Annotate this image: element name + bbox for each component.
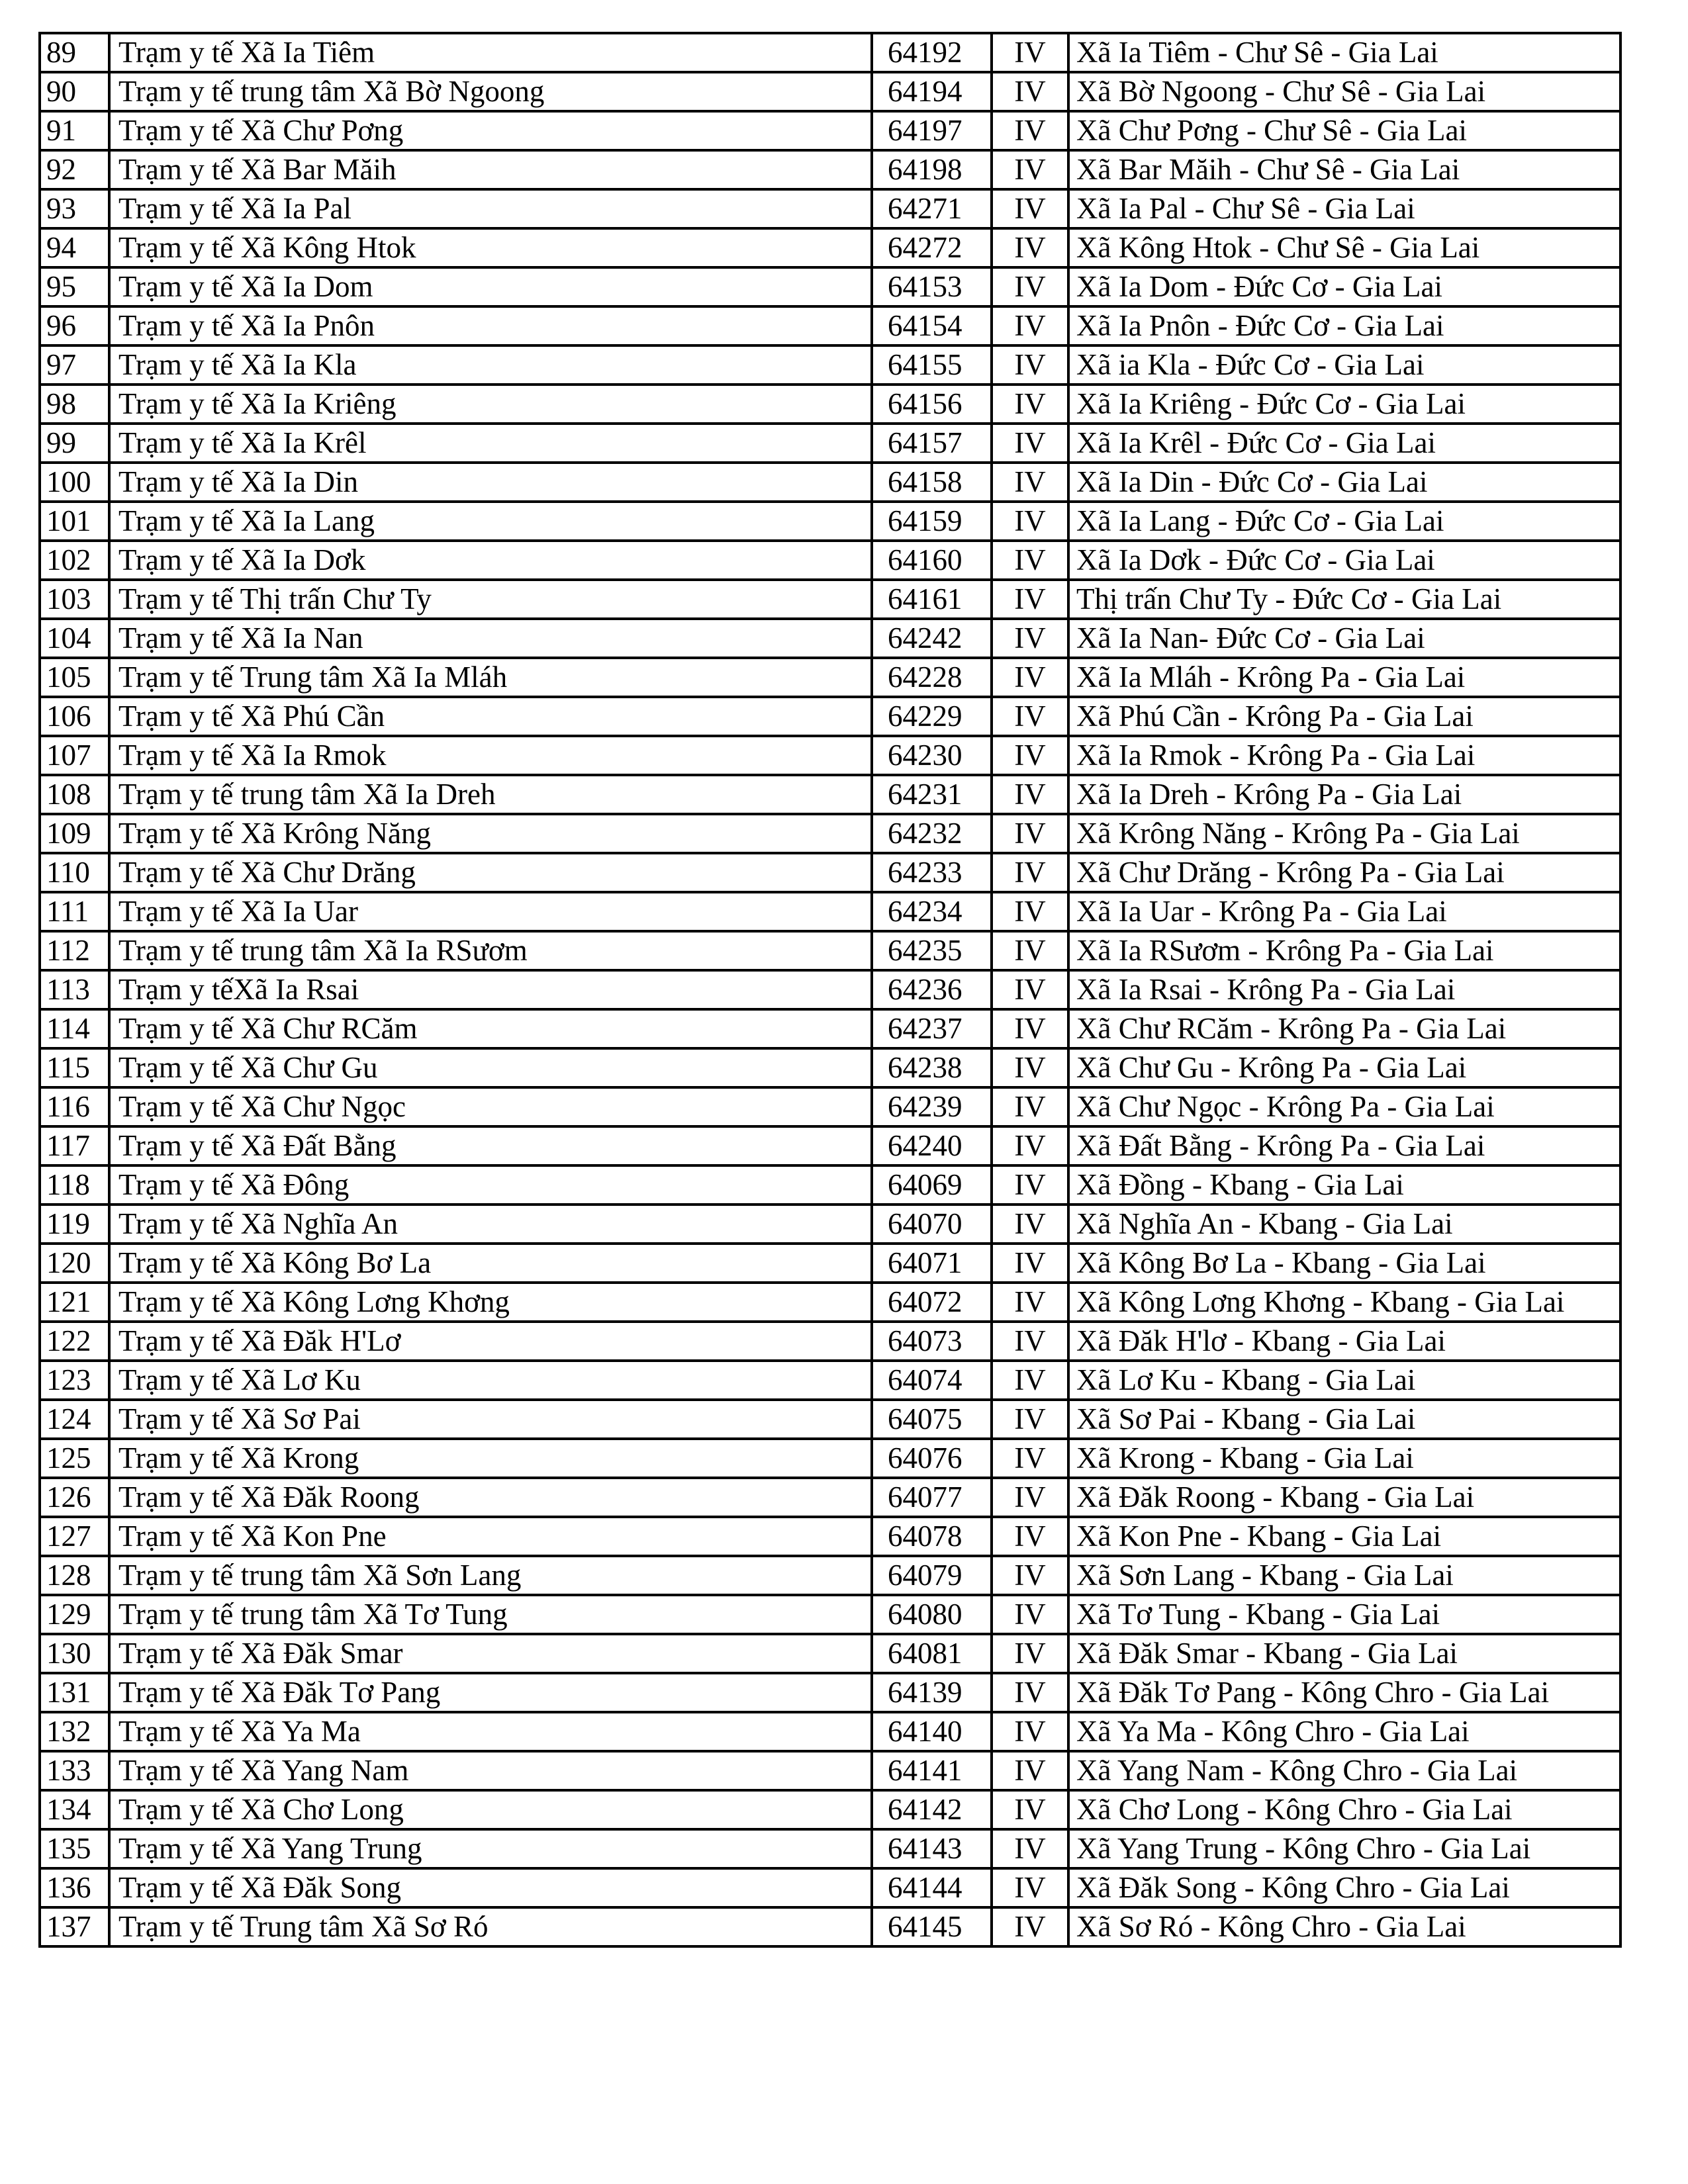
station-level-cell: IV (992, 345, 1068, 385)
station-name-cell: Trạm y tế Xã Kon Pne (109, 1517, 872, 1556)
row-number-cell: 125 (40, 1439, 109, 1478)
station-code-cell: 64236 (872, 970, 992, 1009)
station-level-cell: IV (992, 1283, 1068, 1322)
table-row (40, 1400, 1620, 1439)
station-address-cell: Xã Chơ Long - Kông Chro - Gia Lai (1068, 1790, 1620, 1829)
station-name-cell: Trạm y tế trung tâm Xã Bờ Ngoong (109, 72, 872, 111)
row-number-cell: 99 (40, 424, 109, 463)
station-code-cell: 64076 (872, 1439, 992, 1478)
table-row (40, 1478, 1620, 1517)
table-row (40, 1751, 1620, 1790)
station-address-cell: Xã Kon Pne - Kbang - Gia Lai (1068, 1517, 1620, 1556)
station-level-cell: IV (992, 1673, 1068, 1712)
station-name-cell: Trạm y tế Xã Chư Pơng (109, 111, 872, 150)
table-row (40, 1868, 1620, 1907)
station-code-cell: 64234 (872, 892, 992, 931)
row-number-cell: 123 (40, 1361, 109, 1400)
table-row (40, 931, 1620, 970)
station-name-cell: Trạm y tế Xã Ia Lang (109, 502, 872, 541)
table-row (40, 1205, 1620, 1244)
station-code-cell: 64078 (872, 1517, 992, 1556)
station-address-cell: Xã Đăk Roong - Kbang - Gia Lai (1068, 1478, 1620, 1517)
row-number-cell: 137 (40, 1907, 109, 1946)
row-number-cell: 118 (40, 1165, 109, 1205)
station-name-cell: Trạm y tế Xã Đăk H'Lơ (109, 1322, 872, 1361)
station-address-cell: Xã Kông Htok - Chư Sê - Gia Lai (1068, 228, 1620, 267)
station-name-cell: Trạm y tế Xã Đăk Song (109, 1868, 872, 1907)
station-name-cell: Trạm y tế Xã Bar Măih (109, 150, 872, 189)
station-code-cell: 64080 (872, 1595, 992, 1634)
row-number-cell: 101 (40, 502, 109, 541)
station-name-cell: Trạm y tế Xã Kông Lơng Khơng (109, 1283, 872, 1322)
station-address-cell: Xã Ia Nan- Đức Cơ - Gia Lai (1068, 619, 1620, 658)
station-level-cell: IV (992, 775, 1068, 814)
station-code-cell: 64140 (872, 1712, 992, 1751)
table-row (40, 189, 1620, 228)
station-level-cell: IV (992, 1751, 1068, 1790)
station-level-cell: IV (992, 541, 1068, 580)
row-number-cell: 104 (40, 619, 109, 658)
station-code-cell: 64272 (872, 228, 992, 267)
row-number-cell: 133 (40, 1751, 109, 1790)
row-number-cell: 129 (40, 1595, 109, 1634)
station-address-cell: Xã Krông Năng - Krông Pa - Gia Lai (1068, 814, 1620, 853)
station-address-cell: Xã Đồng - Kbang - Gia Lai (1068, 1165, 1620, 1205)
station-address-cell: Xã Krong - Kbang - Gia Lai (1068, 1439, 1620, 1478)
station-address-cell: Xã Sơn Lang - Kbang - Gia Lai (1068, 1556, 1620, 1595)
station-name-cell: Trạm y tế Xã Lơ Ku (109, 1361, 872, 1400)
station-address-cell: Xã Ia RSươm - Krông Pa - Gia Lai (1068, 931, 1620, 970)
station-code-cell: 64141 (872, 1751, 992, 1790)
station-name-cell: Trạm y tế trung tâm Xã Ia Dreh (109, 775, 872, 814)
station-level-cell: IV (992, 1712, 1068, 1751)
station-address-cell: Xã Ia Krêl - Đức Cơ - Gia Lai (1068, 424, 1620, 463)
row-number-cell: 103 (40, 580, 109, 619)
station-code-cell: 64144 (872, 1868, 992, 1907)
station-name-cell: Trạm y tế trung tâm Xã Sơn Lang (109, 1556, 872, 1595)
station-name-cell: Trạm y tế Xã Ia Rmok (109, 736, 872, 775)
station-address-cell: Xã Ia Tiêm - Chư Sê - Gia Lai (1068, 33, 1620, 72)
row-number-cell: 112 (40, 931, 109, 970)
station-address-cell: Xã Đăk Tơ Pang - Kông Chro - Gia Lai (1068, 1673, 1620, 1712)
table-row (40, 1712, 1620, 1751)
table-row (40, 1829, 1620, 1868)
station-code-cell: 64271 (872, 189, 992, 228)
station-code-cell: 64079 (872, 1556, 992, 1595)
station-name-cell: Trạm y tế Xã Kông Bơ La (109, 1244, 872, 1283)
station-level-cell: IV (992, 1517, 1068, 1556)
station-level-cell: IV (992, 1361, 1068, 1400)
row-number-cell: 134 (40, 1790, 109, 1829)
station-code-cell: 64232 (872, 814, 992, 853)
station-address-cell: Xã Chư Drăng - Krông Pa - Gia Lai (1068, 853, 1620, 892)
station-level-cell: IV (992, 189, 1068, 228)
station-address-cell: Xã Phú Cần - Krông Pa - Gia Lai (1068, 697, 1620, 736)
table-row (40, 306, 1620, 345)
station-level-cell: IV (992, 1634, 1068, 1673)
table-row (40, 580, 1620, 619)
station-address-cell: Xã Ya Ma - Kông Chro - Gia Lai (1068, 1712, 1620, 1751)
station-address-cell: Xã Đất Bằng - Krông Pa - Gia Lai (1068, 1126, 1620, 1165)
station-address-cell: Xã Ia Uar - Krông Pa - Gia Lai (1068, 892, 1620, 931)
station-address-cell: Xã Yang Trung - Kông Chro - Gia Lai (1068, 1829, 1620, 1868)
station-name-cell: Trạm y tế Xã Đăk Roong (109, 1478, 872, 1517)
table-row (40, 541, 1620, 580)
station-name-cell: Trạm y tế Xã Ya Ma (109, 1712, 872, 1751)
station-name-cell: Trạm y tế Xã Chư RCăm (109, 1009, 872, 1048)
station-code-cell: 64071 (872, 1244, 992, 1283)
table-row (40, 1595, 1620, 1634)
station-level-cell: IV (992, 619, 1068, 658)
station-name-cell: Trạm y tế Xã Đăk Tơ Pang (109, 1673, 872, 1712)
table-row (40, 424, 1620, 463)
station-code-cell: 64231 (872, 775, 992, 814)
station-name-cell: Trạm y tế Xã Sơ Pai (109, 1400, 872, 1439)
station-code-cell: 64154 (872, 306, 992, 345)
station-code-cell: 64197 (872, 111, 992, 150)
station-name-cell: Trạm y tế Xã Yang Trung (109, 1829, 872, 1868)
station-level-cell: IV (992, 1790, 1068, 1829)
station-code-cell: 64229 (872, 697, 992, 736)
station-level-cell: IV (992, 502, 1068, 541)
station-name-cell: Trạm y tế Xã Đất Bằng (109, 1126, 872, 1165)
station-level-cell: IV (992, 150, 1068, 189)
row-number-cell: 130 (40, 1634, 109, 1673)
table-row (40, 1907, 1620, 1946)
station-code-cell: 64238 (872, 1048, 992, 1087)
row-number-cell: 97 (40, 345, 109, 385)
station-name-cell: Trạm y tế Xã Ia Pnôn (109, 306, 872, 345)
table-body (40, 33, 1620, 1946)
table-row (40, 72, 1620, 111)
station-name-cell: Trạm y tế Xã Nghĩa An (109, 1205, 872, 1244)
table-row (40, 970, 1620, 1009)
row-number-cell: 119 (40, 1205, 109, 1244)
table-row (40, 1517, 1620, 1556)
station-name-cell: Trạm y tế Xã Chư Gu (109, 1048, 872, 1087)
station-level-cell: IV (992, 1478, 1068, 1517)
station-code-cell: 64077 (872, 1478, 992, 1517)
station-address-cell: Xã ia Kla - Đức Cơ - Gia Lai (1068, 345, 1620, 385)
row-number-cell: 114 (40, 1009, 109, 1048)
station-level-cell: IV (992, 72, 1068, 111)
station-level-cell: IV (992, 697, 1068, 736)
station-level-cell: IV (992, 970, 1068, 1009)
station-code-cell: 64155 (872, 345, 992, 385)
row-number-cell: 124 (40, 1400, 109, 1439)
station-name-cell: Trạm y tế Xã Ia Nan (109, 619, 872, 658)
station-name-cell: Trạm y tế Xã Ia Kriêng (109, 385, 872, 424)
station-address-cell: Xã Ia Rmok - Krông Pa - Gia Lai (1068, 736, 1620, 775)
station-code-cell: 64081 (872, 1634, 992, 1673)
station-name-cell: Trạm y tế Xã Phú Cần (109, 697, 872, 736)
table-row (40, 111, 1620, 150)
station-code-cell: 64192 (872, 33, 992, 72)
station-name-cell: Trạm y tế Xã Yang Nam (109, 1751, 872, 1790)
row-number-cell: 117 (40, 1126, 109, 1165)
table-row (40, 1244, 1620, 1283)
table-row (40, 1790, 1620, 1829)
station-code-cell: 64069 (872, 1165, 992, 1205)
table-row (40, 228, 1620, 267)
table-row (40, 775, 1620, 814)
row-number-cell: 93 (40, 189, 109, 228)
station-level-cell: IV (992, 580, 1068, 619)
station-name-cell: Trạm y tếXã Ia Rsai (109, 970, 872, 1009)
station-level-cell: IV (992, 1400, 1068, 1439)
table-row (40, 1439, 1620, 1478)
row-number-cell: 132 (40, 1712, 109, 1751)
station-code-cell: 64143 (872, 1829, 992, 1868)
station-address-cell: Xã Sơ Ró - Kông Chro - Gia Lai (1068, 1907, 1620, 1946)
row-number-cell: 95 (40, 267, 109, 306)
station-level-cell: IV (992, 892, 1068, 931)
row-number-cell: 94 (40, 228, 109, 267)
row-number-cell: 110 (40, 853, 109, 892)
table-row (40, 1634, 1620, 1673)
station-address-cell: Xã Đăk Song - Kông Chro - Gia Lai (1068, 1868, 1620, 1907)
table-row (40, 1126, 1620, 1165)
station-address-cell: Thị trấn Chư Ty - Đức Cơ - Gia Lai (1068, 580, 1620, 619)
station-code-cell: 64157 (872, 424, 992, 463)
table-row (40, 463, 1620, 502)
station-name-cell: Trạm y tế Trung tâm Xã Ia Mláh (109, 658, 872, 697)
table-row (40, 1283, 1620, 1322)
station-address-cell: Xã Ia Dơk - Đức Cơ - Gia Lai (1068, 541, 1620, 580)
row-number-cell: 91 (40, 111, 109, 150)
station-code-cell: 64230 (872, 736, 992, 775)
row-number-cell: 131 (40, 1673, 109, 1712)
row-number-cell: 113 (40, 970, 109, 1009)
station-address-cell: Xã Đăk Smar - Kbang - Gia Lai (1068, 1634, 1620, 1673)
station-address-cell: Xã Lơ Ku - Kbang - Gia Lai (1068, 1361, 1620, 1400)
station-level-cell: IV (992, 424, 1068, 463)
row-number-cell: 120 (40, 1244, 109, 1283)
table-row (40, 1556, 1620, 1595)
station-level-cell: IV (992, 1868, 1068, 1907)
station-code-cell: 64242 (872, 619, 992, 658)
table-row (40, 33, 1620, 72)
station-level-cell: IV (992, 267, 1068, 306)
station-code-cell: 64072 (872, 1283, 992, 1322)
row-number-cell: 126 (40, 1478, 109, 1517)
health-station-table (38, 32, 1622, 1948)
station-code-cell: 64142 (872, 1790, 992, 1829)
table-row (40, 1165, 1620, 1205)
station-address-cell: Xã Ia Din - Đức Cơ - Gia Lai (1068, 463, 1620, 502)
station-address-cell: Xã Ia Lang - Đức Cơ - Gia Lai (1068, 502, 1620, 541)
station-code-cell: 64160 (872, 541, 992, 580)
station-level-cell: IV (992, 1556, 1068, 1595)
station-code-cell: 64161 (872, 580, 992, 619)
station-name-cell: Trạm y tế Xã Krông Năng (109, 814, 872, 853)
station-name-cell: Trạm y tế Xã Ia Dom (109, 267, 872, 306)
station-address-cell: Xã Chư Ngọc - Krông Pa - Gia Lai (1068, 1087, 1620, 1126)
station-code-cell: 64194 (872, 72, 992, 111)
station-code-cell: 64159 (872, 502, 992, 541)
station-name-cell: Trạm y tế Xã Ia Dơk (109, 541, 872, 580)
row-number-cell: 102 (40, 541, 109, 580)
station-address-cell: Xã Ia Dom - Đức Cơ - Gia Lai (1068, 267, 1620, 306)
station-level-cell: IV (992, 736, 1068, 775)
station-name-cell: Trạm y tế Xã Ia Kla (109, 345, 872, 385)
station-code-cell: 64158 (872, 463, 992, 502)
table-row (40, 619, 1620, 658)
station-address-cell: Xã Sơ Pai - Kbang - Gia Lai (1068, 1400, 1620, 1439)
table-row (40, 892, 1620, 931)
station-address-cell: Xã Bờ Ngoong - Chư Sê - Gia Lai (1068, 72, 1620, 111)
station-address-cell: Xã Tơ Tung - Kbang - Gia Lai (1068, 1595, 1620, 1634)
station-address-cell: Xã Nghĩa An - Kbang - Gia Lai (1068, 1205, 1620, 1244)
row-number-cell: 122 (40, 1322, 109, 1361)
table-row (40, 853, 1620, 892)
table-row (40, 345, 1620, 385)
station-address-cell: Xã Ia Dreh - Krông Pa - Gia Lai (1068, 775, 1620, 814)
station-level-cell: IV (992, 1205, 1068, 1244)
row-number-cell: 106 (40, 697, 109, 736)
station-code-cell: 64239 (872, 1087, 992, 1126)
row-number-cell: 89 (40, 33, 109, 72)
station-code-cell: 64074 (872, 1361, 992, 1400)
station-code-cell: 64070 (872, 1205, 992, 1244)
station-code-cell: 64228 (872, 658, 992, 697)
station-name-cell: Trạm y tế Xã Ia Din (109, 463, 872, 502)
station-level-cell: IV (992, 1126, 1068, 1165)
station-address-cell: Xã Bar Măih - Chư Sê - Gia Lai (1068, 150, 1620, 189)
station-address-cell: Xã Chư Gu - Krông Pa - Gia Lai (1068, 1048, 1620, 1087)
station-level-cell: IV (992, 1595, 1068, 1634)
station-level-cell: IV (992, 814, 1068, 853)
station-level-cell: IV (992, 1907, 1068, 1946)
table-row (40, 658, 1620, 697)
table-row (40, 267, 1620, 306)
row-number-cell: 107 (40, 736, 109, 775)
station-level-cell: IV (992, 1087, 1068, 1126)
station-address-cell: Xã Ia Pal - Chư Sê - Gia Lai (1068, 189, 1620, 228)
station-level-cell: IV (992, 385, 1068, 424)
station-level-cell: IV (992, 33, 1068, 72)
row-number-cell: 96 (40, 306, 109, 345)
station-address-cell: Xã Ia Pnôn - Đức Cơ - Gia Lai (1068, 306, 1620, 345)
row-number-cell: 108 (40, 775, 109, 814)
station-address-cell: Xã Yang Nam - Kông Chro - Gia Lai (1068, 1751, 1620, 1790)
station-level-cell: IV (992, 931, 1068, 970)
station-code-cell: 64237 (872, 1009, 992, 1048)
station-code-cell: 64073 (872, 1322, 992, 1361)
station-level-cell: IV (992, 1165, 1068, 1205)
station-level-cell: IV (992, 1439, 1068, 1478)
table-row (40, 736, 1620, 775)
table-row (40, 814, 1620, 853)
station-level-cell: IV (992, 658, 1068, 697)
station-address-cell: Xã Ia Kriêng - Đức Cơ - Gia Lai (1068, 385, 1620, 424)
station-address-cell: Xã Chư Pơng - Chư Sê - Gia Lai (1068, 111, 1620, 150)
row-number-cell: 90 (40, 72, 109, 111)
station-address-cell: Xã Kông Bơ La - Kbang - Gia Lai (1068, 1244, 1620, 1283)
row-number-cell: 116 (40, 1087, 109, 1126)
table-row (40, 1361, 1620, 1400)
station-level-cell: IV (992, 1244, 1068, 1283)
station-code-cell: 64156 (872, 385, 992, 424)
station-address-cell: Xã Đăk H'lơ - Kbang - Gia Lai (1068, 1322, 1620, 1361)
table-row (40, 502, 1620, 541)
row-number-cell: 111 (40, 892, 109, 931)
station-code-cell: 64153 (872, 267, 992, 306)
station-name-cell: Trạm y tế Xã Kông Htok (109, 228, 872, 267)
table-row (40, 385, 1620, 424)
station-code-cell: 64233 (872, 853, 992, 892)
station-address-cell: Xã Ia Mláh - Krông Pa - Gia Lai (1068, 658, 1620, 697)
row-number-cell: 121 (40, 1283, 109, 1322)
row-number-cell: 105 (40, 658, 109, 697)
station-name-cell: Trạm y tế Xã Krong (109, 1439, 872, 1478)
table-row (40, 150, 1620, 189)
station-name-cell: Trạm y tế Xã Đăk Smar (109, 1634, 872, 1673)
station-name-cell: Trạm y tế Xã Đông (109, 1165, 872, 1205)
station-code-cell: 64145 (872, 1907, 992, 1946)
station-name-cell: Trạm y tế Xã Ia Pal (109, 189, 872, 228)
row-number-cell: 135 (40, 1829, 109, 1868)
station-name-cell: Trạm y tế Xã Chư Ngọc (109, 1087, 872, 1126)
table-row (40, 1322, 1620, 1361)
station-code-cell: 64240 (872, 1126, 992, 1165)
table-row (40, 697, 1620, 736)
station-name-cell: Trạm y tế Xã Ia Uar (109, 892, 872, 931)
row-number-cell: 98 (40, 385, 109, 424)
station-code-cell: 64198 (872, 150, 992, 189)
station-name-cell: Trạm y tế Trung tâm Xã Sơ Ró (109, 1907, 872, 1946)
station-address-cell: Xã Kông Lơng Khơng - Kbang - Gia Lai (1068, 1283, 1620, 1322)
station-level-cell: IV (992, 111, 1068, 150)
row-number-cell: 115 (40, 1048, 109, 1087)
station-name-cell: Trạm y tế Xã Ia Tiêm (109, 33, 872, 72)
table-row (40, 1087, 1620, 1126)
row-number-cell: 136 (40, 1868, 109, 1907)
table-row (40, 1009, 1620, 1048)
station-level-cell: IV (992, 463, 1068, 502)
station-level-cell: IV (992, 853, 1068, 892)
station-level-cell: IV (992, 1009, 1068, 1048)
station-code-cell: 64075 (872, 1400, 992, 1439)
station-address-cell: Xã Chư RCăm - Krông Pa - Gia Lai (1068, 1009, 1620, 1048)
station-name-cell: Trạm y tế trung tâm Xã Tơ Tung (109, 1595, 872, 1634)
station-name-cell: Trạm y tế Xã Chơ Long (109, 1790, 872, 1829)
station-level-cell: IV (992, 306, 1068, 345)
station-level-cell: IV (992, 1048, 1068, 1087)
row-number-cell: 127 (40, 1517, 109, 1556)
station-name-cell: Trạm y tế Xã Chư Drăng (109, 853, 872, 892)
station-level-cell: IV (992, 1829, 1068, 1868)
station-level-cell: IV (992, 1322, 1068, 1361)
table-row (40, 1048, 1620, 1087)
row-number-cell: 109 (40, 814, 109, 853)
row-number-cell: 128 (40, 1556, 109, 1595)
station-name-cell: Trạm y tế Xã Ia Krêl (109, 424, 872, 463)
station-code-cell: 64235 (872, 931, 992, 970)
table-row (40, 1673, 1620, 1712)
station-name-cell: Trạm y tế Thị trấn Chư Ty (109, 580, 872, 619)
row-number-cell: 92 (40, 150, 109, 189)
row-number-cell: 100 (40, 463, 109, 502)
station-name-cell: Trạm y tế trung tâm Xã Ia RSươm (109, 931, 872, 970)
station-code-cell: 64139 (872, 1673, 992, 1712)
station-address-cell: Xã Ia Rsai - Krông Pa - Gia Lai (1068, 970, 1620, 1009)
station-level-cell: IV (992, 228, 1068, 267)
